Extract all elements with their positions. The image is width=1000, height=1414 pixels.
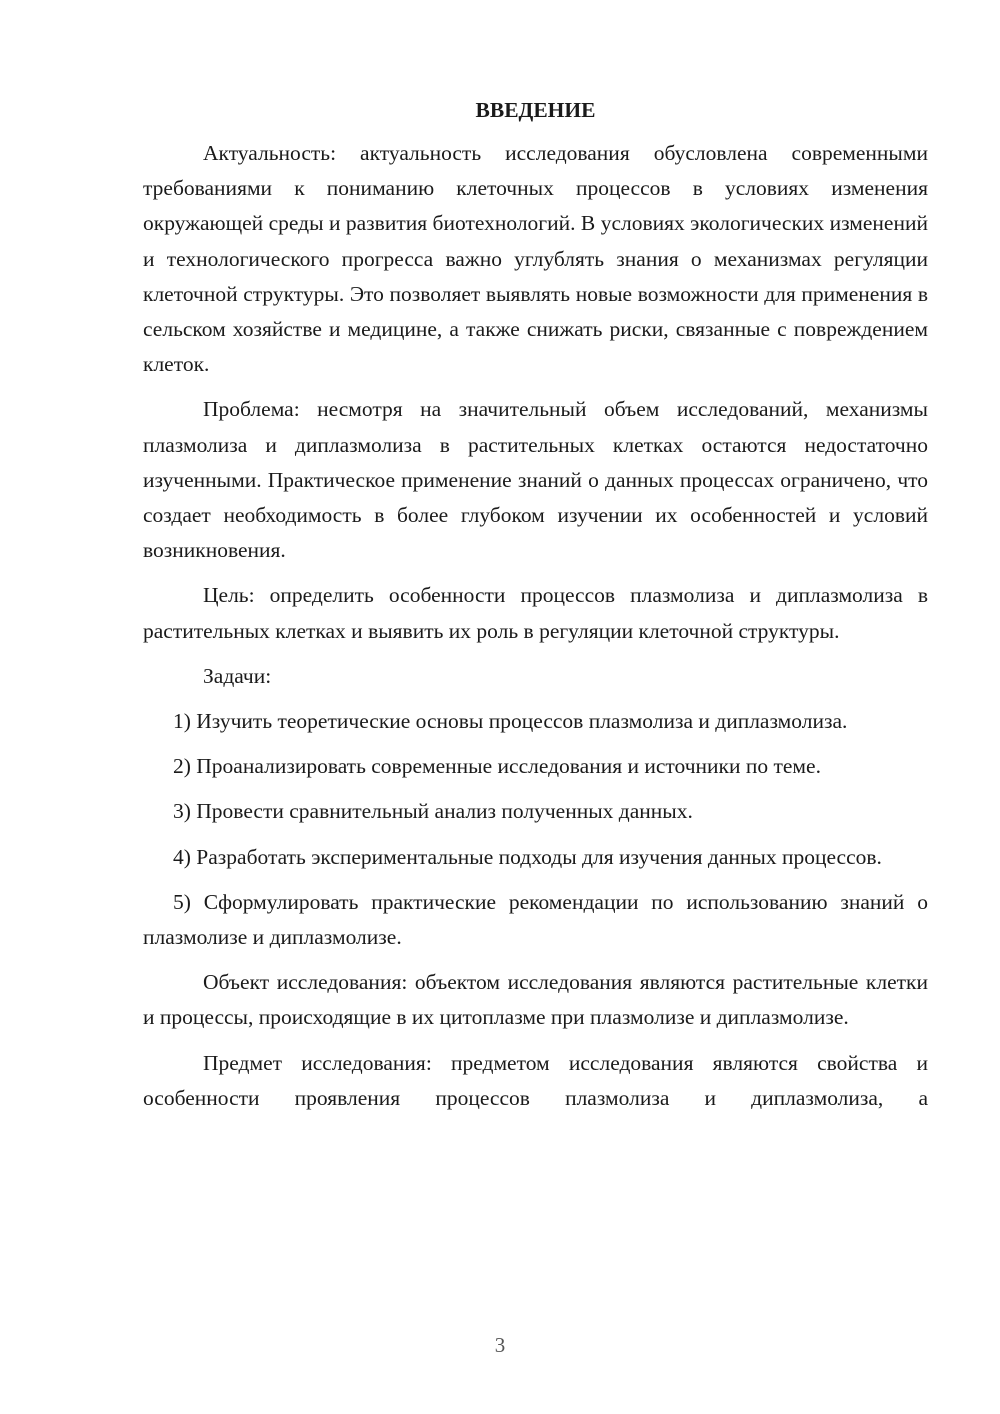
page-title: ВВЕДЕНИЕ — [475, 98, 596, 122]
task-item-3: 3) Провести сравнительный анализ полученных данных. — [173, 799, 693, 824]
task-item-5: 5) Сформулировать практические рекомендации по использованию знаний о плазмолизе и диплазмолизе. — [143, 889, 928, 950]
page-number: 3 — [494, 1333, 506, 1357]
paragraph-goal: Цель: определить особенности процессов плазмолиза и диплазмолиза в растительных клетках и выявить их роль в регуляции клеточной структуры. — [143, 583, 928, 643]
task-item-2: 2) Проанализировать современные исследования и источники по теме. — [173, 754, 821, 779]
task-item-1: 1) Изучить теоретические основы процессов плазмолиза и диплазмолиза. — [173, 709, 848, 734]
tasks-heading: Задачи: — [203, 663, 272, 688]
paragraph-subject: Предмет исследования: предметом исследования являются свойства и особенности проявления процессов плазмолиза и диплазмолиза, а — [143, 1050, 928, 1110]
document-page — [143, 92, 928, 1126]
paragraph-problem: Проблема: несмотря на значительный объем исследований, механизмы плазмолиза и диплазмолиза в растительных клетках остаются недостаточно изученными. Практическое применение знаний о данных процессах ограничено, что создает необходимость в более глубоком изучении их особенностей и условий возникновения. — [143, 397, 928, 563]
task-item-4: 4) Разработать экспериментальные подходы для изучения данных процессов. — [173, 844, 882, 869]
paragraph-object: Объект исследования: объектом исследования являются растительные клетки и процессы, происходящие в их цитоплазме при плазмолизе и диплазмолизе. — [143, 970, 928, 1030]
paragraph-relevance: Актуальность: актуальность исследования обусловлена современными требованиями к пониманию клеточных процессов в условиях изменения окружающей среды и развития биотехнологий. В условиях экологических изменений и технологического прогресса важно углублять знания о механизмах регуляции клеточной структуры. Это позволяет выявлять новые возможности для применения в сельском хозяйстве и медицине, а также снижать риски, связанные с повреждением клеток. — [143, 141, 928, 377]
